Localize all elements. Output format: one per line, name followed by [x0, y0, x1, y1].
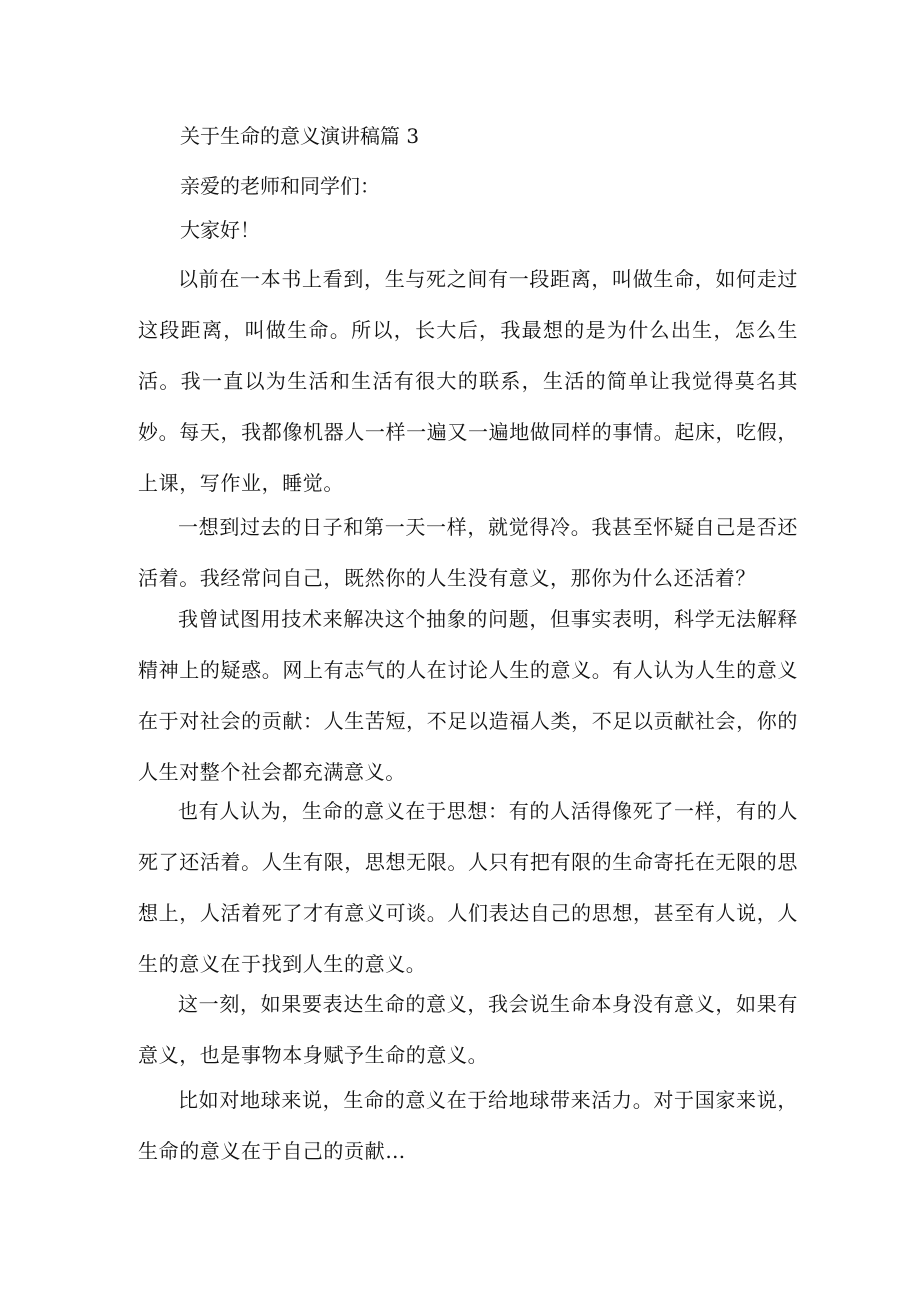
paragraph-5: 这一刻，如果要表达生命的意义，我会说生命本身没有意义，如果有意义，也是事物本身赋予生命的意义。 — [138, 992, 798, 1067]
greeting: 大家好！ — [180, 218, 260, 242]
paragraph-2: 一想到过去的日子和第一天一样，就觉得冷。我甚至怀疑自己是否还活着。我经常问自己，既然你的人生没有意义，那你为什么还活着？ — [138, 515, 798, 590]
document-title: 关于生命的意义演讲稿篇 3 — [180, 124, 420, 148]
paragraph-6: 比如对地球来说，生命的意义在于给地球带来活力。对于国家来说，生命的意义在于自己的贡献… — [138, 1088, 798, 1163]
salutation: 亲爱的老师和同学们： — [180, 174, 380, 198]
paragraph-3: 我曾试图用技术来解决这个抽象的问题，但事实表明，科学无法解释精神上的疑惑。网上有志气的人在讨论人生的意义。有人认为人生的意义在于对社会的贡献：人生苦短，不足以造福人类，不足以贡献社会，你的人生对整个社会都充满意义。 — [138, 607, 798, 784]
paragraph-4: 也有人认为，生命的意义在于思想：有的人活得像死了一样，有的人死了还活着。人生有限，思想无限。人只有把有限的生命寄托在无限的思想上，人活着死了才有意义可谈。人们表达自己的思想，甚至有人说，人生的意义在于找到人生的意义。 — [138, 799, 798, 976]
paragraph-1: 以前在一本书上看到，生与死之间有一段距离，叫做生命，如何走过这段距离，叫做生命。所以，长大后，我最想的是为什么出生，怎么生活。我一直以为生活和生活有很大的联系，生活的简单让我觉得莫名其妙。每天，我都像机器人一样一遍又一遍地做同样的事情。起床，吃假，上课，写作业，睡觉。 — [138, 267, 798, 495]
